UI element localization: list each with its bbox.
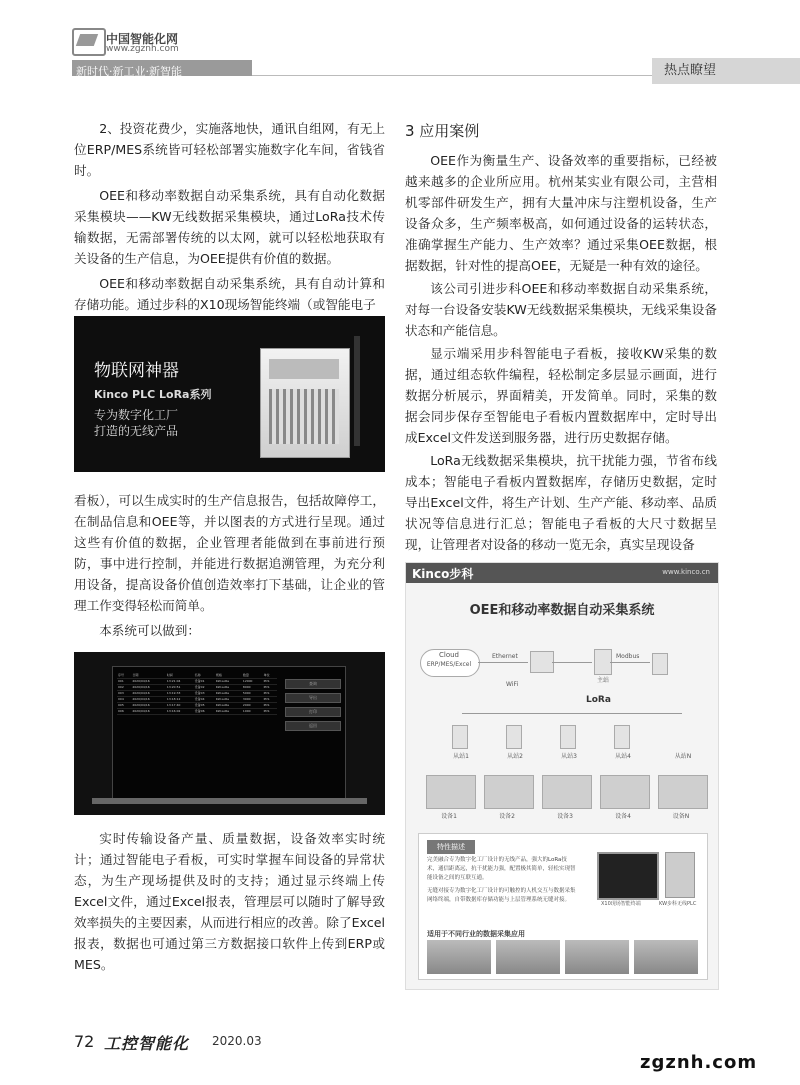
board-cell: KW-LoRa [215, 703, 242, 709]
x10-terminal-icon [597, 852, 659, 900]
device-n-label: 设备N [672, 813, 690, 820]
slave-1-icon [452, 725, 468, 749]
remote-module-icon [652, 653, 668, 675]
site-url: www.zgznh.com [106, 44, 179, 54]
cloud-label: Cloud [439, 651, 459, 659]
board-header-cell: 时间 [166, 673, 194, 679]
board-cell: 设备03 [194, 691, 215, 697]
ethernet-line [478, 662, 528, 663]
board-header-cell: 序号 [117, 673, 131, 679]
board-cell: KW-LoRa [215, 679, 242, 685]
machine-2-icon [484, 775, 534, 809]
slave-n-label: 从站N [674, 753, 692, 760]
board-cell: 2020/04/16 [131, 697, 166, 703]
feature-text-1: 完美融合专为数字化工厂设计的无线产品，强大的LoRa技术，通信距离远，抗干扰能力强，配置极其简单，轻松实现智能设备之间的互联互通。 [427, 857, 576, 881]
diagram-topbar [406, 563, 718, 583]
board-cell: 设备02 [194, 685, 215, 691]
right-paragraph-2: 该公司引进步科OEE和移动率数据自动采集系统，对每一台设备安装KW无线数据采集模块，无线采集设备状态和产能信息。 [405, 281, 717, 338]
board-cell: 5000 [242, 691, 263, 697]
board-screen [112, 666, 346, 800]
slave-2-label: 从站2 [507, 753, 523, 760]
slave-4-label: 从站4 [615, 753, 631, 760]
device-4-label: 设备4 [615, 813, 631, 820]
board-cell: 2020/04/16 [131, 709, 166, 715]
modbus-line-b [610, 662, 650, 663]
board-header-cell: 规格 [215, 673, 242, 679]
left-paragraph-3: OEE和移动率数据自动采集系统，具有自动计算和存储功能。通过步科的X10现场智能终端（或智能电子 [74, 276, 385, 312]
board-export-button: 导出 [285, 693, 341, 703]
master-label: 主站 [596, 677, 609, 684]
header-rule [252, 75, 652, 76]
board-cell: 002 [117, 685, 131, 691]
antenna-icon [354, 336, 360, 446]
wifi-label: WiFi [506, 681, 519, 688]
board-cell: 2000 [242, 703, 263, 709]
left-paragraph-4: 看板），可以生成实时的生产信息报告，包括故障停工，在制品信息和OEE等，并以图表的方式进行呈现。通过这些有价值的数据，企业管理者能做到在事前进行预防，事中进行控制，并能进行数据追溯管理，为充分利用设备，提高设备价值创造效率打下基础，让企业的管理工作变得轻松而简单。 [74, 493, 385, 613]
slave-4-icon [614, 725, 630, 749]
board-table [117, 673, 277, 715]
page-number: 72 [74, 1032, 95, 1051]
slogan-band [72, 60, 252, 76]
board-header-cell: 名称 [194, 673, 215, 679]
slave-1-label: 从站1 [453, 753, 469, 760]
left-paragraph-2: OEE和移动率数据自动采集系统，具有自动化数据采集模块——KW无线数据采集模块，通过LoRa技术传输数据，无需部署传统的以太网，就可以轻松地获取有关设备的生产信息，为OEE提供有价值的数据。 [74, 188, 385, 266]
right-paragraph-1: OEE作为衡量生产、设备效率的重要指标，已经被越来越多的企业所应用。杭州某实业有限公司，主营相机零部件研发生产，拥有大量冲床与注塑机设备，生产设备众多，生产频率极高，如何通过设备的运转状态，准确掌握生产能力、生产效率？通过采集OEE数据，根据数据，针对性的提高OEE，无疑是一种有效的途径。 [405, 153, 717, 273]
board-cell: PCS [263, 703, 277, 709]
ad-tagline-1: 专为数字化工厂 [94, 408, 179, 422]
board-cell: 13:16:02 [166, 709, 194, 715]
right-column-text [405, 150, 717, 555]
board-header-cell: 数量 [242, 673, 263, 679]
board-cell: 13:17:40 [166, 703, 194, 709]
board-cell: PCS [263, 709, 277, 715]
board-cell: 004 [117, 697, 131, 703]
board-cell: 001 [117, 679, 131, 685]
board-cell: 2020/04/16 [131, 685, 166, 691]
lora-module-device [260, 348, 350, 458]
section-heading: 3 应用案例 [405, 122, 480, 140]
kinco-brand: Kinco步科 [412, 567, 474, 581]
watermark: zgznh.com [640, 1052, 758, 1073]
device-2-label: 设备2 [499, 813, 515, 820]
board-cell: PCS [263, 691, 277, 697]
board-cell: 设备01 [194, 679, 215, 685]
ad-headline: 物联网神器 [94, 361, 179, 381]
site-logo-icon [72, 28, 106, 56]
left-paragraph-6: 实时传输设备产量、质量数据，设备效率实时统计；通过智能电子看板，可实时掌握车间设备的异常状态，为生产现场提供及时的支持；通过显示终端上传Excel文件，通过Excel报表，管理层可以随时了解导致效率损失的主要因素，从而进行相应的改善。除了Excel报表，数据也可通过第三方数据接口软件上传到ERP或MES。 [74, 831, 385, 972]
issue-date: 2020.03 [212, 1034, 262, 1048]
kinco-lora-ad-image [74, 316, 385, 472]
lora-bus-line [462, 713, 682, 714]
slave-2-icon [506, 725, 522, 749]
oee-system-diagram [405, 562, 719, 990]
board-cell: 003 [117, 691, 131, 697]
ad-tagline-2: 打造的无线产品 [94, 424, 179, 438]
application-photo-4 [634, 940, 698, 974]
application-photo-1 [427, 940, 491, 974]
site-name: 中国智能化网 [106, 32, 179, 46]
board-cell: 13:21:04 [166, 679, 194, 685]
board-cell: 13:18:12 [166, 697, 194, 703]
left-paragraph-1: 2、投资花费少，实施落地快，通讯自组网，有无上位ERP/MES系统皆可轻松部署实施数字化车间，省钱省时。 [74, 121, 385, 178]
feature-text-2: 无缝对接专为数字化工厂设计的可触控的人机交互与数据采集网络终端，自带数据库存储功能与上层管理系统无缝对接。 [427, 888, 576, 903]
slave-3-icon [560, 725, 576, 749]
board-cell: KW-LoRa [215, 691, 242, 697]
left-column-top [74, 118, 385, 315]
board-frame-bottom [92, 798, 367, 804]
cloud-sublabel: ERP/MES/Excel [426, 661, 472, 668]
feature-label: 特性描述 [427, 840, 475, 854]
board-query-button: 查询 [285, 679, 341, 689]
board-cell: PCS [263, 685, 277, 691]
board-cell: 设备05 [194, 703, 215, 709]
machine-1-icon [426, 775, 476, 809]
slave-3-label: 从站3 [561, 753, 577, 760]
machine-n-icon [658, 775, 708, 809]
board-cell: 8000 [242, 685, 263, 691]
application-photo-3 [565, 940, 629, 974]
modbus-line-a [552, 662, 592, 663]
board-cell: PCS [263, 679, 277, 685]
kinco-url: www.kinco.cn [662, 568, 710, 576]
left-column-bottom [74, 828, 385, 975]
electronic-board-image [74, 652, 385, 815]
board-cell: 3000 [242, 697, 263, 703]
board-header-cell: 单位 [263, 673, 277, 679]
application-photo-2 [496, 940, 560, 974]
board-print-button: 打印 [285, 707, 341, 717]
board-cell: 2020/04/16 [131, 679, 166, 685]
lora-label: LoRa [586, 695, 611, 705]
board-cell: KW-LoRa [215, 685, 242, 691]
modbus-label: Modbus [616, 653, 640, 660]
board-cell: 2020/04/16 [131, 703, 166, 709]
machine-4-icon [600, 775, 650, 809]
device-1-label: 设备1 [441, 813, 457, 820]
router-icon [530, 651, 554, 673]
column-title: 热点瞭望 [664, 63, 717, 78]
ethernet-label: Ethernet [492, 653, 518, 660]
board-row [117, 709, 277, 715]
apps-label: 适用于不同行业的数据采集应用 [427, 930, 525, 938]
column-band [652, 58, 800, 84]
board-cell: 设备06 [194, 709, 215, 715]
board-cell: 设备04 [194, 697, 215, 703]
board-cell: 13:20:51 [166, 685, 194, 691]
feature-text [427, 856, 577, 905]
board-cell: 12000 [242, 679, 263, 685]
board-cell: KW-LoRa [215, 709, 242, 715]
machine-3-icon [542, 775, 592, 809]
board-cell: 2020/04/16 [131, 691, 166, 697]
board-cell: 1000 [242, 709, 263, 715]
board-header-cell: 日期 [131, 673, 166, 679]
left-paragraph-5: 本系统可以做到： [99, 623, 200, 638]
feature-panel [418, 833, 708, 980]
device-3-label: 设备3 [557, 813, 573, 820]
board-cell: 13:19:33 [166, 691, 194, 697]
board-cell: 006 [117, 709, 131, 715]
x10-terminal-label: X10现场智能终端 [601, 901, 641, 907]
diagram-title: OEE和移动率数据自动采集系统 [469, 603, 655, 618]
slogan: 新时代·新工业·新智能 [76, 65, 182, 78]
right-paragraph-3: 显示端采用步科智能电子看板，接收KW采集的数据，通过组态软件编程，轻松制定多层显示画面，进行数据分析展示，界面精美，开发简单。同时，采集的数据会同步保存至智能电子看板内置数据库中，定时导出成Excel文件发送到服务器，进行历史数据存储。 [405, 346, 717, 445]
board-cell: PCS [263, 697, 277, 703]
magazine-name: 工控智能化 [104, 1034, 190, 1053]
left-column-middle [74, 490, 385, 641]
board-cell: 005 [117, 703, 131, 709]
board-cell: KW-LoRa [215, 697, 242, 703]
kw-plc-icon [665, 852, 695, 898]
right-paragraph-4: LoRa无线数据采集模块，抗干扰能力强，节省布线成本；智能电子看板内置数据库，存储历史数据，定时导出Excel文件，将生产计划、生产产能、移动率、品质状况等信息进行汇总；智能电子看板的大尺寸数据呈现，让管理者对设备的移动一览无余，真实呈现设备 [405, 453, 717, 552]
board-back-button: 返回 [285, 721, 341, 731]
ad-series: Kinco PLC LoRa系列 [94, 388, 212, 401]
kw-plc-label: KW步科无线PLC [659, 901, 697, 907]
